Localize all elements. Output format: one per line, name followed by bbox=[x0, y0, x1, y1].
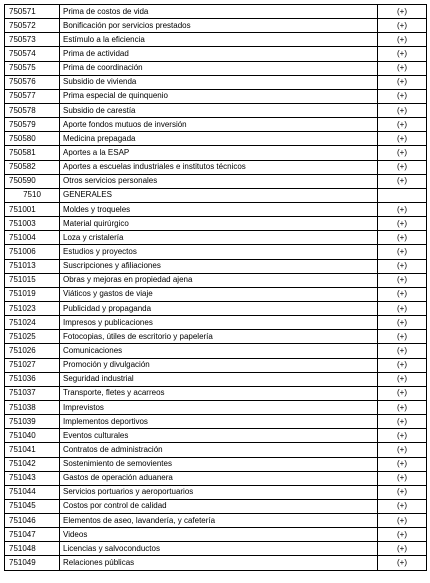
account-sign-cell: (+) bbox=[378, 514, 427, 528]
account-sign-cell: (+) bbox=[378, 75, 427, 89]
account-sign-cell: (+) bbox=[378, 273, 427, 287]
account-sign-cell: (+) bbox=[378, 556, 427, 570]
account-sign-cell bbox=[378, 188, 427, 202]
table-row bbox=[5, 372, 427, 386]
account-description-cell: Gastos de operación aduanera bbox=[60, 471, 378, 485]
account-description-cell: Aportes a la ESAP bbox=[60, 146, 378, 160]
account-sign-cell: (+) bbox=[378, 528, 427, 542]
table-row bbox=[5, 160, 427, 174]
account-description-cell: Prima de coordinación bbox=[60, 61, 378, 75]
account-description-cell: Viáticos y gastos de viaje bbox=[60, 287, 378, 301]
account-code-cell: 751049 bbox=[5, 556, 60, 570]
account-sign-cell: (+) bbox=[378, 471, 427, 485]
account-code-cell: 751048 bbox=[5, 542, 60, 556]
accounts-table-body bbox=[5, 5, 427, 571]
account-sign-cell: (+) bbox=[378, 316, 427, 330]
account-sign-cell: (+) bbox=[378, 47, 427, 61]
account-code-cell: 750581 bbox=[5, 146, 60, 160]
account-sign-cell: (+) bbox=[378, 202, 427, 216]
table-row bbox=[5, 47, 427, 61]
account-sign-cell: (+) bbox=[378, 118, 427, 132]
account-description-cell: Aportes a escuelas industriales e institutos técnicos bbox=[60, 160, 378, 174]
accounts-table bbox=[4, 4, 427, 571]
account-description-cell: Costos por control de calidad bbox=[60, 499, 378, 513]
account-code-cell: 751019 bbox=[5, 287, 60, 301]
account-sign-cell: (+) bbox=[378, 415, 427, 429]
account-sign-cell: (+) bbox=[378, 443, 427, 457]
account-description-cell: Sostenimiento de semovientes bbox=[60, 457, 378, 471]
table-row bbox=[5, 485, 427, 499]
account-description-cell: Servicios portuarios y aeroportuarios bbox=[60, 485, 378, 499]
table-row bbox=[5, 259, 427, 273]
account-sign-cell: (+) bbox=[378, 485, 427, 499]
account-code-cell: 751036 bbox=[5, 372, 60, 386]
account-sign-cell: (+) bbox=[378, 429, 427, 443]
account-sign-cell: (+) bbox=[378, 231, 427, 245]
account-code-cell: 751025 bbox=[5, 330, 60, 344]
table-row bbox=[5, 301, 427, 315]
accounts-table-container bbox=[4, 4, 426, 571]
account-description-cell: Relaciones públicas bbox=[60, 556, 378, 570]
account-code-cell: 750580 bbox=[5, 132, 60, 146]
table-row bbox=[5, 61, 427, 75]
table-row bbox=[5, 146, 427, 160]
account-sign-cell: (+) bbox=[378, 301, 427, 315]
table-row bbox=[5, 202, 427, 216]
account-sign-cell: (+) bbox=[378, 287, 427, 301]
table-row bbox=[5, 330, 427, 344]
account-description-cell: Aporte fondos mutuos de inversión bbox=[60, 118, 378, 132]
account-code-cell: 751004 bbox=[5, 231, 60, 245]
table-row bbox=[5, 33, 427, 47]
account-description-cell: Moldes y troqueles bbox=[60, 202, 378, 216]
account-sign-cell: (+) bbox=[378, 103, 427, 117]
account-sign-cell: (+) bbox=[378, 358, 427, 372]
table-row bbox=[5, 514, 427, 528]
account-description-cell: Bonificación por servicios prestados bbox=[60, 19, 378, 33]
table-row bbox=[5, 471, 427, 485]
account-description-cell: Obras y mejoras en propiedad ajena bbox=[60, 273, 378, 287]
account-description-cell: Licencias y salvoconductos bbox=[60, 542, 378, 556]
table-row bbox=[5, 556, 427, 570]
account-description-cell: Subsidio de vivienda bbox=[60, 75, 378, 89]
table-row bbox=[5, 528, 427, 542]
account-code-cell: 750582 bbox=[5, 160, 60, 174]
account-description-cell: Comunicaciones bbox=[60, 344, 378, 358]
account-description-cell: Imprevistos bbox=[60, 400, 378, 414]
account-code-cell: 750576 bbox=[5, 75, 60, 89]
account-description-cell: GENERALES bbox=[60, 188, 378, 202]
account-sign-cell: (+) bbox=[378, 33, 427, 47]
account-sign-cell: (+) bbox=[378, 5, 427, 19]
table-row bbox=[5, 217, 427, 231]
account-description-cell: Seguridad industrial bbox=[60, 372, 378, 386]
table-row bbox=[5, 75, 427, 89]
table-row bbox=[5, 174, 427, 188]
account-description-cell: Prima de costos de vida bbox=[60, 5, 378, 19]
account-code-cell: 751001 bbox=[5, 202, 60, 216]
account-code-cell: 751039 bbox=[5, 415, 60, 429]
account-code-cell: 750574 bbox=[5, 47, 60, 61]
account-description-cell: Material quirúrgico bbox=[60, 217, 378, 231]
table-row bbox=[5, 287, 427, 301]
account-sign-cell: (+) bbox=[378, 132, 427, 146]
account-code-cell: 751003 bbox=[5, 217, 60, 231]
table-row bbox=[5, 132, 427, 146]
account-sign-cell: (+) bbox=[378, 259, 427, 273]
account-code-cell: 750577 bbox=[5, 89, 60, 103]
account-code-cell: 751037 bbox=[5, 386, 60, 400]
table-row bbox=[5, 415, 427, 429]
account-code-cell: 751024 bbox=[5, 316, 60, 330]
account-code-cell: 751027 bbox=[5, 358, 60, 372]
table-row bbox=[5, 245, 427, 259]
account-sign-cell: (+) bbox=[378, 160, 427, 174]
account-code-cell: 751006 bbox=[5, 245, 60, 259]
table-row bbox=[5, 429, 427, 443]
account-sign-cell: (+) bbox=[378, 217, 427, 231]
table-row bbox=[5, 118, 427, 132]
table-row bbox=[5, 499, 427, 513]
account-code-cell: 751047 bbox=[5, 528, 60, 542]
account-code-cell: 751013 bbox=[5, 259, 60, 273]
account-description-cell: Loza y cristalería bbox=[60, 231, 378, 245]
table-row bbox=[5, 316, 427, 330]
account-sign-cell: (+) bbox=[378, 400, 427, 414]
table-row bbox=[5, 19, 427, 33]
account-code-cell: 750571 bbox=[5, 5, 60, 19]
table-row bbox=[5, 103, 427, 117]
account-sign-cell: (+) bbox=[378, 19, 427, 33]
table-row bbox=[5, 542, 427, 556]
table-row bbox=[5, 358, 427, 372]
account-description-cell: Suscripciones y afiliaciones bbox=[60, 259, 378, 273]
account-description-cell: Implementos deportivos bbox=[60, 415, 378, 429]
account-description-cell: Subsidio de carestía bbox=[60, 103, 378, 117]
table-group-row bbox=[5, 188, 427, 202]
account-description-cell: Promoción y divulgación bbox=[60, 358, 378, 372]
account-description-cell: Prima especial de quinquenio bbox=[60, 89, 378, 103]
account-code-cell: 750578 bbox=[5, 103, 60, 117]
account-code-cell: 751038 bbox=[5, 400, 60, 414]
table-row bbox=[5, 457, 427, 471]
account-sign-cell: (+) bbox=[378, 499, 427, 513]
account-code-cell: 751015 bbox=[5, 273, 60, 287]
account-sign-cell: (+) bbox=[378, 61, 427, 75]
table-row bbox=[5, 5, 427, 19]
account-description-cell: Medicina prepagada bbox=[60, 132, 378, 146]
account-code-cell: 751023 bbox=[5, 301, 60, 315]
account-sign-cell: (+) bbox=[378, 542, 427, 556]
account-code-cell: 750572 bbox=[5, 19, 60, 33]
account-code-cell: 751043 bbox=[5, 471, 60, 485]
account-description-cell: Otros servicios personales bbox=[60, 174, 378, 188]
account-sign-cell: (+) bbox=[378, 330, 427, 344]
account-sign-cell: (+) bbox=[378, 386, 427, 400]
account-description-cell: Prima de actividad bbox=[60, 47, 378, 61]
account-description-cell: Elementos de aseo, lavandería, y cafetería bbox=[60, 514, 378, 528]
account-code-cell: 751040 bbox=[5, 429, 60, 443]
account-description-cell: Impresos y publicaciones bbox=[60, 316, 378, 330]
account-description-cell: Publicidad y propaganda bbox=[60, 301, 378, 315]
table-row bbox=[5, 273, 427, 287]
table-row bbox=[5, 443, 427, 457]
account-code-cell: 751041 bbox=[5, 443, 60, 457]
account-description-cell: Estímulo a la eficiencia bbox=[60, 33, 378, 47]
account-sign-cell: (+) bbox=[378, 146, 427, 160]
account-code-cell: 751046 bbox=[5, 514, 60, 528]
account-code-cell: 750579 bbox=[5, 118, 60, 132]
account-code-cell: 751045 bbox=[5, 499, 60, 513]
table-row bbox=[5, 400, 427, 414]
account-sign-cell: (+) bbox=[378, 174, 427, 188]
account-sign-cell: (+) bbox=[378, 245, 427, 259]
account-description-cell: Transporte, fletes y acarreos bbox=[60, 386, 378, 400]
account-code-cell: 751026 bbox=[5, 344, 60, 358]
table-row bbox=[5, 89, 427, 103]
account-sign-cell: (+) bbox=[378, 89, 427, 103]
account-description-cell: Contratos de administración bbox=[60, 443, 378, 457]
account-description-cell: Fotocopias, útiles de escritorio y papelería bbox=[60, 330, 378, 344]
account-description-cell: Estudios y proyectos bbox=[60, 245, 378, 259]
account-sign-cell: (+) bbox=[378, 457, 427, 471]
table-row bbox=[5, 386, 427, 400]
table-row bbox=[5, 344, 427, 358]
table-row bbox=[5, 231, 427, 245]
account-code-cell: 751044 bbox=[5, 485, 60, 499]
account-sign-cell: (+) bbox=[378, 372, 427, 386]
account-description-cell: Eventos culturales bbox=[60, 429, 378, 443]
account-code-cell: 750573 bbox=[5, 33, 60, 47]
account-code-cell: 751042 bbox=[5, 457, 60, 471]
account-sign-cell: (+) bbox=[378, 344, 427, 358]
account-code-cell: 750590 bbox=[5, 174, 60, 188]
account-code-cell: 750575 bbox=[5, 61, 60, 75]
account-description-cell: Videos bbox=[60, 528, 378, 542]
account-code-cell: 7510 bbox=[5, 188, 60, 202]
